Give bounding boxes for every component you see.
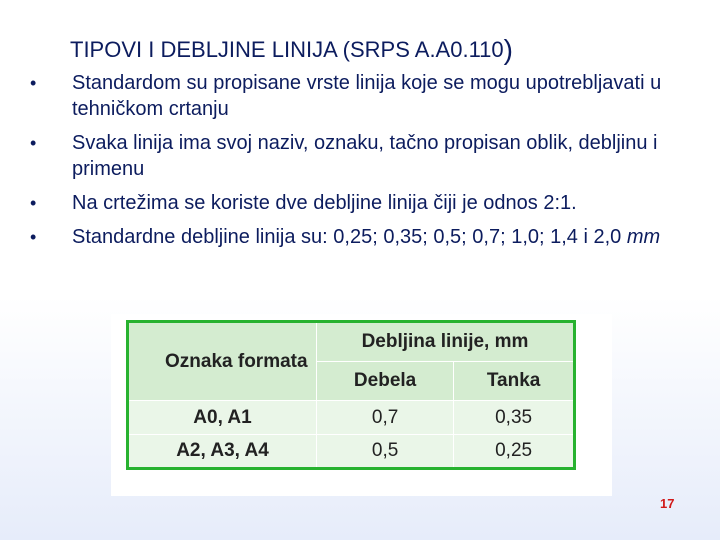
bullet-item [30,190,700,216]
line-thickness-table [126,320,576,470]
bullet-dot-icon: • [30,133,37,153]
bullet-item [30,130,700,182]
bullet-list [30,70,700,258]
bullet-dot-icon: • [30,227,37,247]
cell-tanka: 0,25 [454,435,575,469]
cell-debela: 0,7 [317,401,454,435]
cell-format: A0, A1 [128,401,317,435]
bullet-item [30,70,700,122]
header-debela: Debela [317,362,454,401]
bullet-text: Standardne debljine linija su: 0,25; 0,35; 0,5; 0,7; 1,0; 1,4 i 2,0 [72,226,627,248]
header-debljina-linije: Debljina linije, mm [317,322,575,362]
cell-tanka: 0,35 [454,401,575,435]
cell-debela: 0,5 [317,435,454,469]
bullet-item [30,224,700,250]
page-number: 17 [660,496,675,511]
bullet-text: Na crtežima se koriste dve debljine linija čiji je odnos 2:1. [72,192,577,214]
cell-format: A2, A3, A4 [128,435,317,469]
header-oznaka-formata: Oznaka formata [128,322,317,401]
slide-title-paren: ) [503,34,513,65]
slide-title-text: TIPOVI I DEBLJINE LINIJA (SRPS A.A0.110 [70,37,504,62]
bullet-dot-icon: • [30,193,37,213]
bullet-text: Standardom su propisane vrste linija koje se mogu upotrebljavati u tehničkom crtanju [72,72,662,120]
bullet-text: Svaka linija ima svoj naziv, oznaku, tačno propisan oblik, debljinu i primenu [72,132,658,180]
header-tanka: Tanka [454,362,575,401]
bullet-dot-icon: • [30,73,37,93]
table-row [128,401,575,435]
slide-title [70,34,513,66]
table-row [128,435,575,469]
bullet-unit: mm [626,226,661,248]
